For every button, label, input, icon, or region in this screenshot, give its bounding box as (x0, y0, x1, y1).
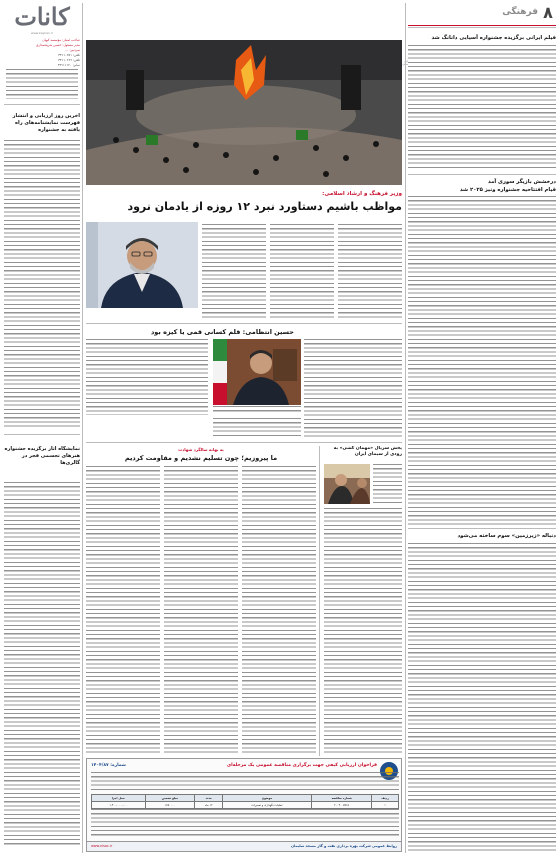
masthead-logo (3, 3, 81, 31)
top-photo-caption: آیین سنتی (402, 60, 408, 66)
side-story-body-b (324, 508, 402, 756)
right-story1-headline: فیلم ایرانی برگزیده جشنواره آسیایی دانانگ شد (431, 35, 556, 41)
middle-story-kicker: به بهانه سالگرد شهادت (178, 447, 224, 452)
ad-table-cell: ۱۲ ماه (195, 802, 223, 809)
left-story2-body (4, 482, 80, 847)
left-story2-headline: نمایشگاه آثار برگزیده جشنواره هنرهای تجسمی فجر در گالری‌ها (4, 446, 80, 466)
ad-footer-text: روابط عمومی شرکت بهره برداری نفت و گاز مسجد سلیمان (290, 844, 397, 848)
ad-title: فراخوان ارزیابی کیفی جهت برگزاری مناقصه عمومی یک مرحله‌ای (226, 763, 377, 768)
ad-table-header: محل اجرا (92, 795, 146, 802)
side-story-headline: پخش سریال «مهمان کشی» به زودی از سیمای ایران (333, 446, 402, 457)
interview-body-c (213, 418, 301, 439)
ad-table-header: مدت (195, 795, 223, 802)
side-story-body-a (373, 464, 402, 504)
ad-table (91, 794, 399, 809)
middle-story-body-1 (86, 466, 160, 756)
info-line: تلفن: ۳۳۱۱۰۲۶۹ (58, 58, 80, 62)
top-photo-art (86, 40, 402, 185)
top-story-headline: مواظب باشیم دستاورد نبرد ۱۲ روزه از یادمان نرود (127, 200, 402, 213)
middle-story-body-2 (164, 466, 238, 756)
info-line: مدیر مسئول: حسین شریعتمداری (35, 43, 80, 47)
top-story-kicker: وزیر فرهنگ و ارشاد اسلامی: (322, 191, 402, 197)
top-story-body-col1 (202, 224, 266, 320)
minister-photo-art (86, 222, 198, 308)
ad-table-header: ردیف (372, 795, 399, 802)
side-story-photo (324, 464, 370, 504)
right-story3-headline: قیام افتتاحیه جشنواره ونیز ۲۰۲۵ شد (459, 187, 556, 193)
ad-number: شماره: ۱۴۰۴/۸۷ (91, 763, 127, 768)
ad-body-bottom (91, 809, 399, 837)
middle-story-headline: ما پیروزیم؛ چون تسلیم نشدیم و مقاومت کردیم (124, 454, 278, 462)
ad-box (86, 758, 402, 852)
ad-table-cell: ۱۶۵۰۰۰۰ (145, 802, 195, 809)
minister-photo (86, 222, 198, 308)
ad-table-cell: ۱ (372, 802, 399, 809)
page-number: ۸ (543, 3, 553, 22)
ad-table-header: موضوع (223, 795, 312, 802)
ad-table-header: شماره مناقصه (312, 795, 372, 802)
info-line: نمابر: ۳۳۱۱۱۱۲۰ (57, 63, 80, 67)
top-story-body-col3 (338, 224, 402, 320)
masthead-url: www.kayhan.ir (31, 31, 53, 35)
section-brand: فرهنگی (502, 7, 538, 17)
ad-body-top (91, 772, 399, 792)
left-info-filler (6, 69, 78, 99)
info-line: تلفن: ۳۳۱۱۰۲۵۱ (58, 53, 80, 57)
interview-body-a (304, 339, 402, 439)
right-story4-headline: دنباله «زیرزمین» سوم ساخته می‌شود (457, 533, 556, 539)
interview-photo-art (213, 339, 301, 405)
top-photo (86, 40, 402, 185)
info-line: صاحب امتیاز: مؤسسه کیهان (42, 38, 80, 42)
info-line: سردبیر: ... (65, 48, 80, 52)
ad-table-header: مبلغ تضمین (145, 795, 195, 802)
logo-text: کانات (14, 2, 70, 31)
ad-table-cell: ۱,۴۰۰,۰۰۰,۰۰۰ (92, 802, 146, 809)
right-story4-body (408, 543, 556, 851)
ad-footer-url: www.nisoc.ir (91, 844, 113, 848)
interview-headline: حسین انتظامی: قلم کسانی قمی یا کیزه بود (150, 328, 294, 336)
left-story1-body (4, 140, 80, 430)
interview-body-b (86, 339, 208, 415)
interview-photo (213, 339, 301, 405)
right-story1-body (408, 45, 556, 171)
interview-photo-caption (213, 406, 301, 414)
ad-table-cell: عملیات نگهداری و تعمیرات (223, 802, 312, 809)
top-story-body-col2 (270, 224, 334, 320)
right-story3-body (408, 196, 556, 526)
ad-footer-bar (87, 841, 401, 851)
right-story2-headline: درخشش بازیگر سوری آمد (488, 179, 556, 185)
ad-table-cell: ۲۰۰۴۰۰۵۷۶۸ (312, 802, 372, 809)
side-story-photo-art (324, 464, 370, 504)
middle-story-body-3 (242, 466, 316, 756)
left-story1-headline: آخرین روز ارزیابی و انتشار فهرست نمایشنامه‌های راه یافته به جشنواره (12, 113, 80, 133)
